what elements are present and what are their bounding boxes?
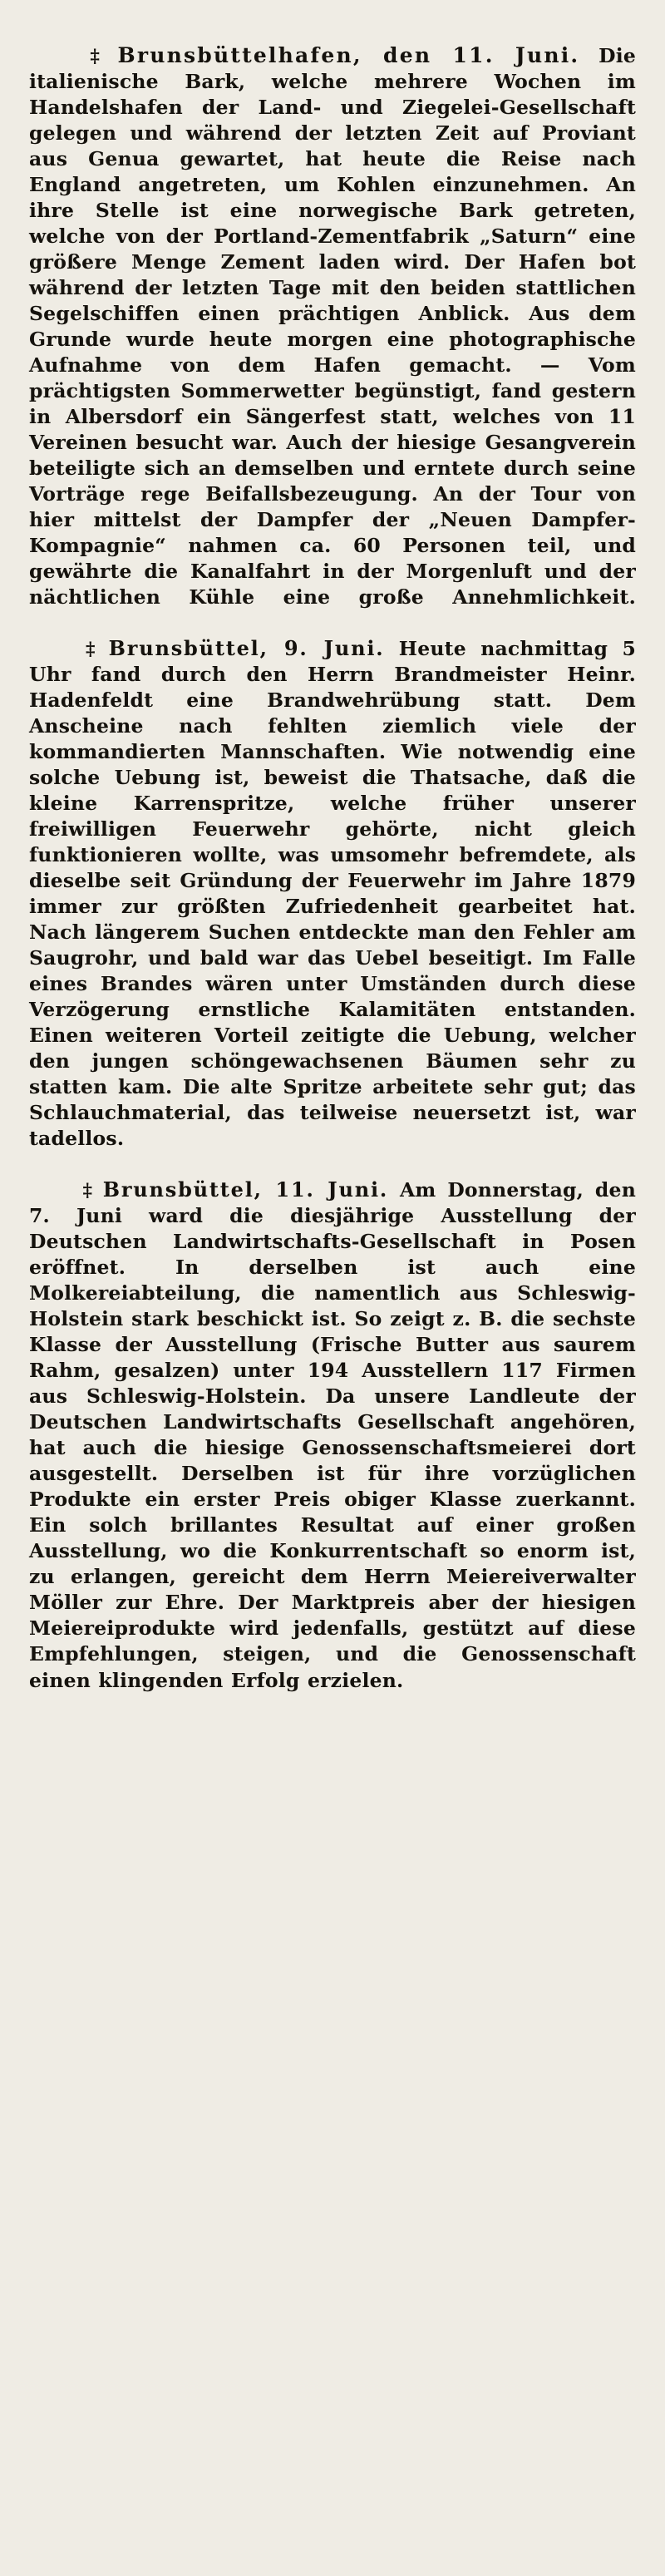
article-brunsbuettel-9-juni xyxy=(29,635,636,1152)
double-dagger-icon: ‡ xyxy=(79,638,102,660)
article-brunsbuettel-11-juni xyxy=(29,1177,636,1693)
article-body xyxy=(29,635,636,1152)
article-text: Am Donnerstag, den 7. Juni ward die diesjährige Ausstellung der Deutschen Landwirtschafts-Gesellschaft in Posen eröffnet. In derselben ist auch eine Molkereiabteilung, die namentlich aus Schleswig-Holstein stark beschickt ist. So zeigt z. B. die sechste Klasse der Ausstellung (Frische Butter aus saurem Rahm, gesalzen) unter 194 Ausstellern 117 Firmen aus Schleswig-Holstein. Da unsere Landleute der Deutschen Landwirtschafts Gesellschaft angehören, hat auch die hiesige Genossenschaftsmeierei dort ausgestellt. Derselben ist für ihre vorzüglichen Produkte ein erster Preis obiger Klasse zuerkannt. Ein solch brillantes Resultat auf einer großen Ausstellung, wo die Konkurrentschaft so enorm ist, zu erlangen, gereicht dem Herrn Meiereiverwalter Möller zur Ehre. Der Marktpreis aber der hiesigen Meiereiprodukte wird jedenfalls, gestützt auf diese Empfehlungen, steigen, und die Genossenschaft einen klingenden Erfolg erzielen. xyxy=(29,1178,636,1692)
article-body xyxy=(29,1177,636,1693)
double-dagger-icon: ‡ xyxy=(79,45,111,67)
article-brunsbuettelhafen xyxy=(29,42,636,610)
article-dateline: Brunsbüttelhafen, den 11. Juni. xyxy=(117,42,580,67)
article-text: Die italienische Bark, welche mehrere Wochen im Handelshafen der Land- und Ziegelei-Gesellschaft gelegen und während der letzten Zeit auf Proviant aus Genua gewartet, hat heute die Reise nach England angetreten, um Kohlen einzunehmen. An ihre Stelle ist eine norwegische Bark getreten, welche von der Portland-Zementfabrik „Saturn“ eine größere Menge Zement laden wird. Der Hafen bot während der letzten Tage mit den beiden stattlichen Segelschiffen einen prächtigen Anblick. Aus dem Grunde wurde heute morgen eine photographische Aufnahme von dem Hafen gemacht. — Vom prächtigsten Sommerwetter begünstigt, fand gestern in Albersdorf ein Sängerfest statt, welches von 11 Vereinen besucht war. Auch der hiesige Gesangverein beteiligte sich an demselben und erntete durch seine Vorträge rege Beifallsbezeugung. An der Tour von hier mittelst der Dampfer der „Neuen Dampfer-Kompagnie“ nahmen ca. 60 Personen teil, und gewährte die Kanalfahrt in der Morgenluft und der nächtlichen Kühle eine große Annehmlichkeit. xyxy=(29,43,636,609)
double-dagger-icon: ‡ xyxy=(79,1180,96,1202)
article-dateline: Brunsbüttel, 9. Juni. xyxy=(108,635,385,660)
article-text: Heute nachmittag 5 Uhr fand durch den Herrn Brandmeister Heinr. Hadenfeldt eine Brandwehrübung statt. Dem Anscheine nach fehlten ziemlich viele der kommandierten Mannschaften. Wie notwendig eine solche Uebung ist, beweist die Thatsache, daß die kleine Karrenspritze, welche früher unserer freiwilligen Feuerwehr gehörte, nicht gleich funktionieren wollte, was umsomehr befremdete, als dieselbe seit Gründung der Feuerwehr im Jahre 1879 immer zur größten Zufriedenheit gearbeitet hat. Nach längerem Suchen entdeckte man den Fehler am Saugrohr, und bald war das Uebel beseitigt. Im Falle eines Brandes wären unter Umständen durch diese Verzögerung ernstliche Kalamitäten entstanden. Einen weiteren Vorteil zeitigte die Uebung, welcher den jungen schöngewachsenen Bäumen sehr zu statten kam. Die alte Spritze arbeitete sehr gut; das Schlauchmaterial, das teilweise neuersetzt ist, war tadellos. xyxy=(29,636,636,1151)
article-body xyxy=(29,42,636,610)
article-dateline: Brunsbüttel, 11. Juni. xyxy=(102,1177,389,1202)
text-column xyxy=(29,42,636,1694)
